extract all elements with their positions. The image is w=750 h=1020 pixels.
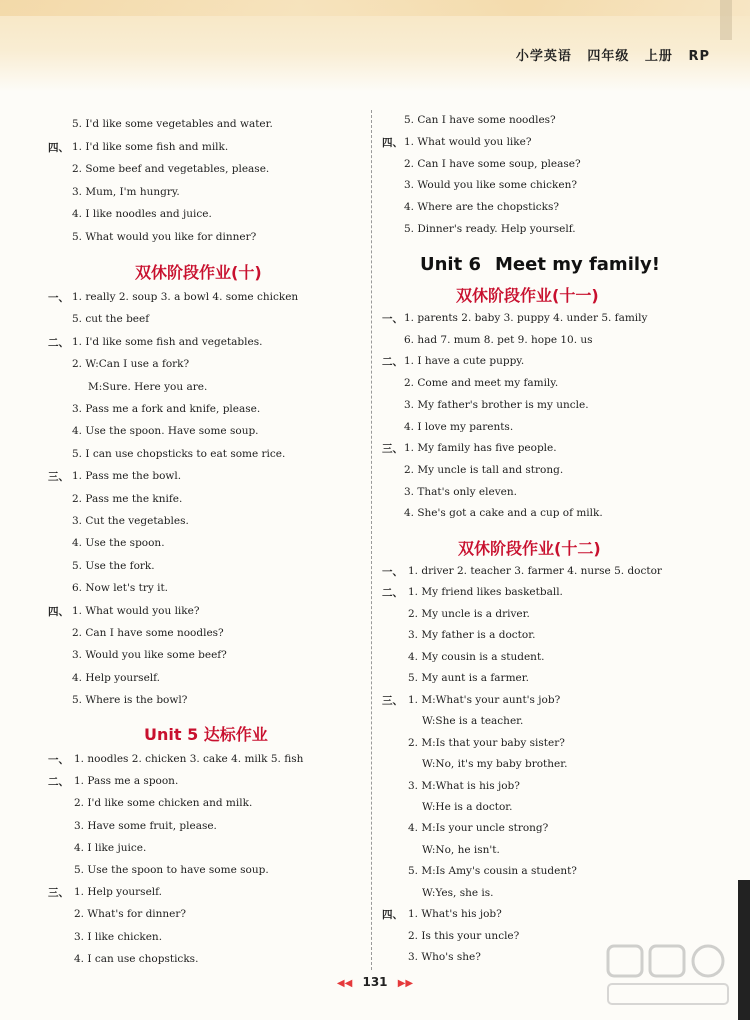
answer-line: 1. M:What's your aunt's job? <box>408 693 561 706</box>
question-number: 二、 <box>48 336 69 349</box>
section-title-12: 双休阶段作业(十二) <box>458 539 601 558</box>
question-number: 四、 <box>48 141 69 154</box>
question-number: 四、 <box>382 136 403 149</box>
answer-line: 5. I can use chopsticks to eat some rice. <box>72 447 286 460</box>
header-term: 上册 <box>644 49 673 64</box>
answer-line: 3. Cut the vegetables. <box>72 515 189 527</box>
answer-line: W:He is a doctor. <box>422 800 513 813</box>
question-number: 三、 <box>48 887 69 900</box>
answer-line: 2. W:Can I use a fork? <box>72 358 190 371</box>
question-number: 一、 <box>48 292 69 304</box>
answer-line: 3. Would you like some beef? <box>72 649 227 662</box>
banner-tape <box>720 0 732 40</box>
question-number: 三、 <box>382 694 403 707</box>
answer-line: 1. Pass me a spoon. <box>74 775 179 788</box>
answer-line: 3. That's only eleven. <box>404 485 517 498</box>
answer-line: 4. I can use chopsticks. <box>74 952 199 965</box>
answer-line: 5. Can I have some noodles? <box>404 114 556 126</box>
answer-line: 6. had 7. mum 8. pet 9. hope 10. us <box>404 333 593 346</box>
header-subject: 小学英语 <box>515 49 572 64</box>
answer-line: 1. My friend likes basketball. <box>408 586 563 599</box>
answer-line: M:Sure. Here you are. <box>88 380 208 393</box>
prev-arrows[interactable]: ◀◀ <box>336 978 353 989</box>
page-number: 131 <box>362 975 388 989</box>
answer-line: 3. I like chicken. <box>74 930 163 943</box>
answer-line: 4. My cousin is a student. <box>408 650 545 663</box>
answer-line: 2. Some beef and vegetables, please. <box>72 163 270 176</box>
question-number: 四、 <box>382 909 403 922</box>
answer-line: 5. My aunt is a farmer. <box>408 672 529 685</box>
answer-line: 1. What would you like? <box>72 604 200 617</box>
answer-line: 2. Is this your uncle? <box>408 929 520 942</box>
answer-line: 4. Help yourself. <box>72 671 160 684</box>
answer-line: 1. really 2. soup 3. a bowl 4. some chicken <box>72 291 299 303</box>
question-number: 一、 <box>382 313 403 325</box>
answer-line: 5. Where is the bowl? <box>72 694 188 707</box>
answer-line: 1. I'd like some fish and vegetables. <box>72 335 263 348</box>
answer-line: 5. cut the beef <box>72 313 150 326</box>
answer-line: 1. parents 2. baby 3. puppy 4. under 5. family <box>404 312 648 324</box>
answer-line: 4. She's got a cake and a cup of milk. <box>404 507 603 520</box>
answer-line: 6. Now let's try it. <box>72 582 169 595</box>
answer-line: 4. M:Is your uncle strong? <box>408 822 549 835</box>
answer-line: 3. M:What is his job? <box>408 779 520 792</box>
question-number: 一、 <box>382 566 403 578</box>
watermark-logo-icon <box>604 940 734 1010</box>
answer-line: 4. I like noodles and juice. <box>72 208 212 221</box>
banner-strip <box>0 0 750 16</box>
answer-line: 4. I like juice. <box>74 841 147 854</box>
answer-line: W:She is a teacher. <box>422 715 524 728</box>
answer-line: 5. Use the fork. <box>72 559 155 572</box>
answer-line: 4. Use the spoon. Have some soup. <box>72 425 259 438</box>
unit6-label: Unit 6 <box>420 254 481 275</box>
answer-line: 1. I have a cute puppy. <box>404 355 525 368</box>
question-number: 三、 <box>48 471 69 484</box>
header-grade: 四年级 <box>587 49 630 64</box>
answer-line: 2. Can I have some noodles? <box>72 627 224 639</box>
answer-line: 1. Help yourself. <box>74 886 162 899</box>
question-number: 二、 <box>48 776 69 789</box>
answer-line: 1. I'd like some fish and milk. <box>72 140 229 153</box>
question-number: 二、 <box>382 356 403 369</box>
answer-line: 5. Dinner's ready. Help yourself. <box>404 223 576 235</box>
answer-line: 1. My family has five people. <box>404 442 557 455</box>
unit6-title <box>420 254 660 275</box>
answer-line: 2. Can I have some soup, please? <box>404 157 581 170</box>
next-arrows[interactable]: ▶▶ <box>397 978 414 989</box>
answer-line: 4. Where are the chopsticks? <box>404 201 559 214</box>
answer-line: 3. Would you like some chicken? <box>404 179 577 192</box>
answer-line: 2. I'd like some chicken and milk. <box>74 797 253 810</box>
answer-line: 1. driver 2. teacher 3. farmer 4. nurse 5. doctor <box>408 565 662 577</box>
answer-line: W:No, it's my baby brother. <box>422 758 568 771</box>
answer-line: W:No, he isn't. <box>422 843 500 856</box>
page-edge-shadow <box>738 880 750 1020</box>
unit6-subtitle: Meet my family! <box>495 254 660 275</box>
answer-line: 1. What's his job? <box>408 908 502 921</box>
answer-line: 4. Use the spoon. <box>72 537 165 550</box>
question-number: 四、 <box>48 605 69 618</box>
answer-line: 3. My father's brother is my uncle. <box>404 398 589 411</box>
answer-line: 2. M:Is that your baby sister? <box>408 736 565 749</box>
answer-line: 2. My uncle is a driver. <box>408 607 530 620</box>
answer-line: 3. Pass me a fork and knife, please. <box>72 403 261 415</box>
answer-line: 3. My father is a doctor. <box>408 629 536 642</box>
answer-line: 5. I'd like some vegetables and water. <box>72 118 273 130</box>
answer-line: 3. Mum, I'm hungry. <box>72 185 180 198</box>
question-number: 一、 <box>48 754 69 766</box>
column-divider <box>371 110 372 970</box>
answer-line: 1. noodles 2. chicken 3. cake 4. milk 5. fish <box>74 753 304 765</box>
answer-line: 2. What's for dinner? <box>74 908 187 921</box>
answer-line: 5. M:Is Amy's cousin a student? <box>408 865 577 878</box>
answer-line: 5. Use the spoon to have some soup. <box>74 864 269 876</box>
section-title-unit5: Unit 5 达标作业 <box>144 725 268 744</box>
answer-line: W:Yes, she is. <box>422 886 494 899</box>
answer-line: 1. What would you like? <box>404 135 532 148</box>
question-number: 二、 <box>382 587 403 600</box>
section-title-11: 双休阶段作业(十一) <box>456 286 599 305</box>
answer-line: 2. My uncle is tall and strong. <box>404 463 564 476</box>
question-number: 三、 <box>382 443 403 456</box>
answer-line: 4. I love my parents. <box>404 420 514 433</box>
answer-line: 5. What would you like for dinner? <box>72 231 257 243</box>
answer-line: 3. Have some fruit, please. <box>74 819 217 832</box>
page-header <box>506 45 710 64</box>
section-title-10: 双休阶段作业(十) <box>135 263 262 282</box>
answer-line: 2. Come and meet my family. <box>404 377 559 390</box>
answer-line: 2. Pass me the knife. <box>72 492 183 505</box>
header-edition: RP <box>688 49 710 64</box>
answer-line: 3. Who's she? <box>408 951 481 964</box>
answer-line: 1. Pass me the bowl. <box>72 470 182 483</box>
